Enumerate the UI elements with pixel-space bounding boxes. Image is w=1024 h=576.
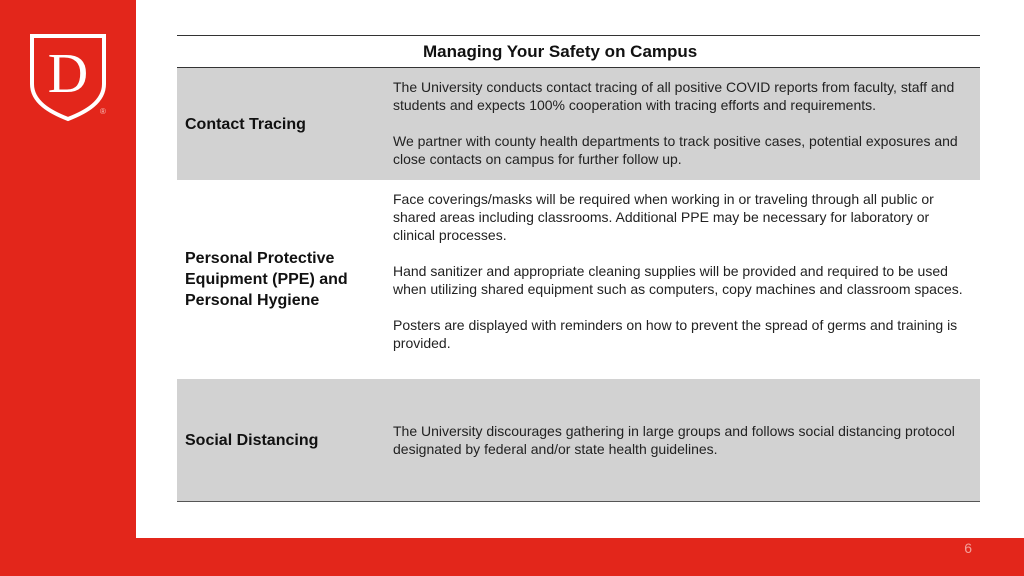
university-shield-logo	[26, 32, 110, 122]
row-details	[393, 379, 980, 501]
slide-number: 6	[964, 540, 972, 556]
row-details	[393, 180, 980, 379]
safety-table	[177, 35, 980, 502]
logo-letter: D	[47, 43, 89, 105]
red-bottom-band	[0, 538, 1024, 576]
logo-registered-mark: ®	[100, 107, 106, 116]
table-title: Managing Your Safety on Campus	[423, 41, 698, 61]
row-paragraph: The University conducts contact tracing of all positive COVID reports from faculty, staff and students and expects 100% cooperation with tracing efforts and requirements.	[393, 79, 955, 113]
row-paragraph: We partner with county health departments to track positive cases, potential exposures and close contacts on campus for further follow up.	[393, 133, 958, 167]
row-topic: Personal Protective Equipment (PPE) and Personal Hygiene	[185, 250, 348, 309]
row-paragraph: Hand sanitizer and appropriate cleaning supplies will be provided and required to be used when utilizing shared equipment such as computers, copy machines and classroom spaces.	[393, 263, 963, 297]
table-row-ppe-hygiene	[177, 180, 980, 379]
table-row-social-distancing	[177, 379, 980, 502]
row-topic: Contact Tracing	[185, 115, 306, 133]
table-header	[177, 35, 980, 68]
row-details	[393, 68, 980, 180]
row-paragraph: Face coverings/masks will be required when working in or traveling through all public or shared areas including classrooms. Additional PPE may be necessary for laboratory or clinical processes.	[393, 191, 934, 243]
row-topic: Social Distancing	[185, 431, 319, 449]
row-paragraph: The University discourages gathering in large groups and follows social distancing protocol designated by federal and/or state health guidelines.	[393, 423, 955, 457]
row-paragraph: Posters are displayed with reminders on how to prevent the spread of germs and training is provided.	[393, 317, 958, 351]
table-row-contact-tracing	[177, 68, 980, 180]
